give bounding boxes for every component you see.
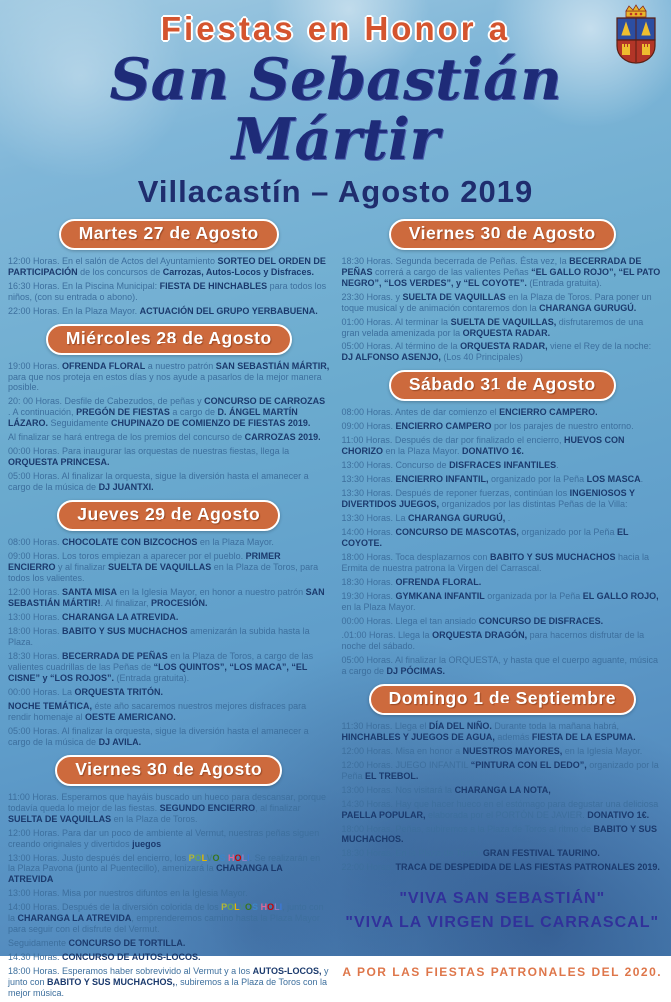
holi-letter: V [206, 852, 213, 863]
event-item [342, 488, 664, 510]
text-segment: en la Iglesia Mayor, en honor a nuestro patrón [117, 587, 306, 598]
text-segment: ACTUACIÓN DEL GRUPO YERBABUENA. [139, 305, 318, 316]
text-segment: SUELTA DE VAQUILLAS, [450, 316, 557, 327]
day-section [342, 370, 664, 676]
poster-header [0, 0, 671, 210]
text-segment: 12:00 Horas. Para dar un poco de ambiente al Vermut, nuestras peñas siguen creando originales y divertidos [8, 827, 320, 849]
holi-letter: P [221, 902, 228, 913]
text-segment: HINCHABLES Y JUEGOS DE AGUA, [341, 731, 495, 742]
holi-letter: L [274, 902, 280, 913]
holi-letter: I [247, 852, 250, 863]
text-segment: y al finalizar [55, 562, 109, 573]
holi-letter: P [188, 852, 195, 863]
text-segment: EL COYOTE. [341, 527, 629, 549]
text-segment: ORQUESTA PRINCESA. [8, 457, 110, 468]
event-item [342, 721, 664, 743]
text-segment: 12:00 Horas. JUEGO INFANTIL [341, 759, 471, 770]
event-item [342, 341, 664, 363]
text-segment: DÍA DEL NIÑO. [428, 720, 492, 731]
day-header-wrap [342, 370, 664, 401]
day-header-wrap [342, 219, 664, 250]
text-segment: BECERRADA DE PEÑAS [62, 650, 168, 661]
event-item [342, 760, 664, 782]
event-item [342, 421, 664, 432]
text-segment: CHARANGA GURUGÚ. [539, 302, 637, 313]
day-header: Miércoles 28 de Agosto [46, 324, 292, 355]
text-segment: 19:00 Horas. [8, 360, 63, 371]
right-column [342, 212, 664, 1002]
text-segment: ORQUESTA DRAGÓN, [432, 629, 528, 640]
text-segment: 19:30 Horas. [341, 590, 396, 601]
text-segment: amenizarán la subida hasta la Plaza. [8, 625, 310, 647]
text-segment: 14.30 Horas. [8, 952, 63, 963]
text-segment: 14:00 Horas. [341, 527, 396, 538]
day-section [8, 755, 330, 999]
text-segment: ENCIERRO CAMPERO. [499, 407, 598, 418]
text-segment: Carrozas, Autos-Locos y Disfraces. [162, 266, 314, 277]
text-segment: PROCESIÓN. [151, 598, 208, 609]
text-segment: (Entrada gratuita). [526, 277, 602, 288]
text-segment: 05:00 Horas. Al término de la [341, 341, 461, 352]
text-segment: 12:00 Horas. [8, 587, 63, 598]
event-item [8, 828, 330, 850]
event-item [8, 281, 330, 303]
text-segment: elaborada por el PORTÓN DE JAVIER. [425, 809, 588, 820]
text-segment: 13:30 Horas. Después de reponer fuerzas, continúan los [341, 488, 570, 499]
day-section [8, 324, 330, 494]
text-segment: 13:00 Horas. Justo después del encierro, los [8, 852, 189, 863]
text-segment: CHARANGA LA ATREVIDA. [62, 612, 179, 622]
event-item [8, 432, 330, 443]
event-item [342, 527, 664, 549]
event-item [8, 938, 330, 949]
holi-letter: V [239, 902, 246, 913]
event-item [342, 577, 664, 588]
text-segment: 05:00 Horas. Al finalizar la orquesta, sigue la diversión hasta el amanecer a cargo de la música de [8, 725, 309, 747]
text-segment: “EL GALLO ROJO”, “EL PATO NEGRO”, “LOS VERDES”, y “EL COYOTE”. [341, 266, 661, 288]
text-segment: 08:00 Horas. Antes de dar comienzo el [341, 407, 500, 418]
text-segment: 18:00 Horas. Peñas, subiremos a la Plaza de Toros al ritmo de [341, 823, 594, 834]
text-segment: DISFRACES INFANTILES [449, 460, 557, 471]
text-segment: en la Plaza Mayor. [383, 446, 463, 457]
text-segment: 00:00 Horas. Llega el tan ansiado [341, 615, 479, 626]
text-segment: 18:30 Horas. [8, 650, 63, 661]
text-segment: 08:00 Horas. [8, 537, 63, 548]
day-header-wrap [8, 324, 330, 355]
text-segment: en la Plaza de Toros, para todos los valientes. [8, 562, 319, 584]
event-item [8, 966, 330, 999]
event-item [8, 687, 330, 698]
text-segment: 13:30 Horas. [341, 474, 396, 485]
holi-letter: O [267, 902, 275, 913]
text-segment: DONATIVO 1€. [587, 809, 650, 820]
text-segment: ORQUESTA TRITÓN. [74, 686, 164, 697]
text-segment: y junto con [8, 966, 329, 988]
holi-letter: I [279, 902, 283, 913]
text-segment: “PINTURA CON EL DEDO”, [470, 759, 587, 770]
viva-line-2: "VIVA LA VIRGEN DEL CARRASCAL" [345, 914, 660, 932]
event-item [8, 361, 330, 394]
text-segment: . [640, 474, 644, 485]
text-segment: (Entrada gratuita). [114, 672, 190, 683]
day-header: Jueves 29 de Agosto [57, 500, 280, 531]
text-segment: EL GALLO ROJO, [582, 590, 659, 601]
text-segment: CONCURSO DE DISFRACES. [478, 615, 604, 626]
event-item [8, 551, 330, 584]
text-segment: PRIMER ENCIERRO [8, 551, 281, 573]
text-segment: 18:00 Horas. Esperamos haber sobrevivido al Vermut y a los [8, 966, 253, 977]
text-segment: 13:30 Horas. La [341, 513, 409, 524]
text-segment: en la Plaza de Toros. [111, 813, 198, 824]
event-item [342, 435, 664, 457]
text-segment: CONCURSO DE MASCOTAS, [395, 527, 519, 538]
text-segment: ENCIERRO INFANTIL, [395, 474, 489, 485]
text-segment: SORTEO DEL ORDEN DE PARTICIPACIÓN [8, 255, 326, 277]
event-item [8, 701, 330, 723]
text-segment: 14:30 Horas. Hay que hacer hueco en el estómago para degustar una deliciosa [341, 798, 659, 809]
holi-letter: O [234, 852, 242, 863]
right-column-sections [342, 219, 664, 874]
text-segment: ENCIERRO CAMPERO [395, 421, 492, 432]
holi-letter: S [252, 902, 259, 913]
event-item [8, 952, 330, 963]
event-item [8, 396, 330, 429]
coat-of-arms-graphic [613, 4, 659, 70]
text-segment: 12:00 Horas. En el salón de Actos del Ayuntamiento [8, 255, 218, 266]
text-segment: de los concursos de [77, 266, 163, 277]
text-segment: PREGÓN DE FIESTAS [76, 407, 170, 418]
holi-letter: H [260, 902, 268, 913]
day-header-wrap [8, 219, 330, 250]
day-header: Domingo 1 de Septiembre [369, 684, 636, 715]
text-segment: EL TREBOL. [365, 770, 419, 781]
text-segment: , junto con la [8, 902, 324, 924]
text-segment: 22:00 Horas. [341, 862, 396, 873]
text-segment: 13:00 Horas. Concurso de [341, 460, 450, 471]
text-segment: CONCURSO DE CARROZAS [204, 396, 326, 407]
text-segment: DJ JUANTXI. [98, 482, 154, 493]
text-segment: 11:00 Horas. Esperamos que hayáis buscado un hueco para descansar, porque todavía queda lo mejor de las fiestas. [8, 791, 327, 813]
text-segment: CONCURSO DE AUTOS-LOCOS. [62, 952, 201, 963]
text-segment: DONATIVO 1€. [462, 446, 524, 457]
holi-letter: L [234, 902, 239, 913]
day-header-wrap [8, 755, 330, 786]
event-item [8, 853, 330, 886]
text-segment: organizada por la Peña [484, 590, 583, 601]
text-segment: SAN SEBASTIÁN MÁRTIR! [8, 587, 325, 609]
text-segment: .01:00 Horas. Llega la [341, 629, 433, 640]
day-header-wrap [342, 684, 664, 715]
text-segment: 05:00 Horas. Al finalizar la orquesta, sigue la diversión hasta el amanecer a cargo de la música de [8, 471, 309, 493]
text-segment: en la Plaza de Toros, a cargo de las valientes cuadrillas de las Peñas de [8, 650, 314, 672]
holi-letter: L [241, 852, 248, 863]
event-item [342, 785, 664, 796]
footer-slogan: A POR LAS FIESTAS PATRONALES DEL 2020. [342, 965, 663, 980]
event-item [342, 407, 664, 418]
text-segment: SAN SEBASTIÁN MÁRTIR, [215, 360, 330, 371]
text-segment: 13:00 Horas. Misa por nuestros difuntos en la Iglesia Mayor. [8, 888, 248, 899]
text-segment: LOS MASCA [586, 474, 641, 485]
text-segment: GYMKANA INFANTIL [395, 590, 485, 601]
text-segment: . [505, 513, 511, 524]
text-segment: 11:30 Horas. Llega el [341, 720, 429, 731]
text-segment: correrá a cargo de las valientes Peñas [372, 266, 532, 277]
text-segment: . Al finalizar, [100, 598, 152, 609]
text-segment: en la Plaza de Toros. Para poner un toque musical y de animación contaremos don la [341, 291, 652, 313]
text-segment: Seguidamente [48, 418, 112, 429]
text-segment: BABITO Y SUS MUCHACHOS, [47, 977, 176, 988]
text-segment: 14:00 Horas. Después de la diversión colorida de los [8, 902, 222, 913]
text-segment: 09:00 Horas. Los toros empiezan a aparecer por el pueblo. [8, 551, 246, 562]
text-segment: 18:00 Horas. [8, 625, 63, 636]
text-segment: GRAN FESTIVAL TAURINO. [482, 848, 600, 859]
text-segment: , subiremos a la Plaza de Toros con la mejor música. [8, 977, 327, 999]
text-segment: OESTE AMERICANO. [85, 711, 176, 722]
event-item [342, 591, 664, 613]
text-segment: NOCHE TEMÁTICA, [8, 700, 92, 711]
text-segment: ORQUESTA RADAR. [462, 327, 551, 338]
text-segment: a cargo de [169, 407, 218, 418]
event-item [342, 474, 664, 485]
text-segment: BABITO Y SUS MUCHACHOS [489, 552, 616, 563]
text-segment: para todos los niños, (con su entrada o abono). [8, 280, 327, 302]
text-segment: 00:00 Horas. La [8, 686, 75, 697]
text-segment: TRACA DE DESPEDIDA DE LAS FIESTAS PATRONALES 2019. [395, 862, 660, 873]
text-segment: CHARANGA LA NOTA, [454, 784, 551, 795]
holi-letter: O [212, 852, 220, 863]
holi-letter: O [245, 902, 253, 913]
event-item [8, 792, 330, 825]
text-segment: FIESTA DE HINCHABLES [159, 280, 268, 291]
text-segment: NUESTROS MAYORES, [462, 745, 563, 756]
text-segment: en la Iglesia Mayor. [562, 745, 643, 756]
text-segment: para hacernos disfrutar de la noche del sábado. [341, 629, 645, 651]
text-segment: (Los 40 Principales) [440, 352, 523, 363]
event-item [342, 862, 664, 873]
event-item [342, 799, 664, 821]
text-segment: organizado por la Peña [341, 759, 659, 781]
day-section [342, 219, 664, 364]
text-segment: SUELTA DE VAQUILLAS [108, 562, 212, 573]
viva-line-1: "VIVA SAN SEBASTIÁN" [399, 890, 606, 908]
text-segment: 00:00 Horas. Para inaugurar las orquestas de nuestras fiestas, llega la [8, 446, 290, 457]
text-segment: FIESTA DE LA ESPUMA. [531, 731, 636, 742]
text-segment: AUTOS-LOCOS, [252, 966, 322, 977]
text-segment: 05:00 Horas. Al finalizar la ORQUESTA, y hasta que el cuerpo aguante, música a cargo de [341, 654, 658, 676]
event-item [342, 746, 664, 757]
day-header-wrap [8, 500, 330, 531]
event-item [342, 292, 664, 314]
text-segment: “LOS QUINTOS”, “LOS MACA”, “EL CISNE” y “LOS ROJOS”. [8, 661, 308, 683]
title-line-1: Fiestas en Honor a [160, 10, 511, 47]
text-segment: 22:00 Horas. En la Plaza Mayor. [8, 305, 140, 316]
viva-block [342, 887, 664, 935]
event-item [342, 630, 664, 652]
text-segment: 09:00 Horas. [341, 421, 396, 432]
text-segment: SUELTA DE VAQUILLAS [8, 813, 112, 824]
text-segment: Seguidamente [8, 938, 69, 949]
event-item [8, 587, 330, 609]
text-segment: organizados por las distintas Peñas de la Villa: [439, 499, 628, 510]
title-line-2: San Sebastián Mártir [109, 46, 562, 173]
text-segment: SANTA MISA [62, 587, 118, 598]
text-segment: viene el Rey de la noche: [547, 341, 652, 352]
day-header: Viernes 30 de Agosto [55, 755, 282, 786]
text-segment: juegos [132, 838, 162, 849]
text-segment: 13:00 Horas. [8, 612, 63, 622]
event-item [342, 616, 664, 627]
event-item [342, 256, 664, 289]
text-segment: , al finalizar [255, 802, 301, 813]
text-segment: , emprenderemos camino hasta la Plaza Mayor para seguir con el disfrute del Vermut. [8, 913, 320, 935]
text-segment: . [556, 460, 559, 471]
text-segment: en la Plaza Mayor. [341, 601, 416, 612]
event-item [342, 655, 664, 677]
text-segment: 18:00 Horas. Toca desplazarnos con [341, 552, 490, 563]
event-item [8, 306, 330, 317]
text-segment: CHUPINAZO DE COMIENZO DE FIESTAS 2019. [111, 418, 311, 429]
text-segment: 16:30 Horas. En la Piscina Municipal: [8, 280, 160, 291]
text-segment: BECERRADA DE PEÑAS [341, 255, 642, 277]
holi-letter: H [228, 852, 235, 863]
text-segment: CONCURSO DE TORTILLA. [68, 938, 186, 949]
text-segment: 13:00 Horas. Nos visitará la [341, 784, 455, 795]
text-segment: D. ÁNGEL MARTÍN LÁZARO. [8, 407, 298, 429]
event-item [342, 317, 664, 339]
event-item [342, 552, 664, 574]
holi-letter: O [227, 902, 235, 913]
holi-letter: L [201, 852, 207, 863]
text-segment: éste año sacaremos nuestros mejores disfraces para rendir homenaje al [8, 700, 307, 722]
event-item [342, 824, 664, 846]
text-segment: hacia la Ermita de nuestra patrona la Virgen del Carrascal. [341, 552, 649, 574]
text-segment: 01:00 Horas. Al terminar la [341, 316, 451, 327]
text-segment: por los parajes de nuestro entorno. [491, 421, 634, 432]
text-segment: OFRENDA FLORAL. [395, 577, 482, 587]
text-segment: a nuestro patrón [145, 360, 216, 371]
day-header: Viernes 30 de Agosto [389, 219, 616, 250]
text-segment: BABITO Y SUS MUCHACHOS. [341, 823, 657, 845]
left-column [8, 212, 330, 1002]
day-section [342, 684, 664, 874]
text-segment: BABITO Y SUS MUCHACHOS [62, 625, 188, 636]
text-segment: HUEVOS CON CHORIZO [341, 435, 625, 457]
text-segment: INGENIOSOS Y DIVERTIDOS JUEGOS, [341, 488, 635, 510]
text-segment: para que nos proteja en estos días y nos ayude a pasarlos de la mejor manera posible. [8, 371, 322, 393]
text-segment: 18:30 Horas. En la Plaza de Toros. [341, 848, 483, 859]
text-segment: . Se realizarán en la Plaza Pavona (junto al Puentecillo), amenizará la [8, 852, 321, 874]
text-segment: CHARANGA GURUGÚ, [408, 513, 506, 524]
text-segment: DJ AVILA. [98, 736, 142, 747]
villacastin-coat-of-arms [613, 4, 659, 75]
text-segment: . A continuación, [8, 407, 77, 418]
text-segment: CHARANGA LA ATREVIDA [17, 913, 132, 924]
schedule-columns [0, 210, 671, 1002]
day-header: Sábado 31 de Agosto [389, 370, 616, 401]
event-item [8, 902, 330, 935]
text-segment: CHARANGA LA ATREVIDA [8, 863, 283, 885]
event-item [342, 848, 664, 859]
text-segment: DJ ALFONSO ASENJO, [341, 352, 441, 363]
text-segment: 12:00 Horas. Misa en honor a [341, 745, 463, 756]
event-item [342, 460, 664, 471]
text-segment: CHOCOLATE CON BIZCOCHOS [62, 537, 198, 548]
text-segment: además [494, 731, 532, 742]
text-segment: 11:00 Horas. Después de dar por finalizado el encierro, [341, 435, 564, 446]
text-segment: 18:30 Horas. [341, 577, 396, 587]
day-section [8, 500, 330, 747]
text-segment: 18:30 Horas. Segunda becerrada de Peñas. Ésta vez, la [341, 255, 570, 266]
text-segment: CARROZAS 2019. [244, 432, 321, 443]
text-segment: PAELLA POPULAR, [341, 809, 426, 820]
text-segment: 23:30 Horas. y [341, 291, 403, 302]
text-segment: SUELTA DE VAQUILLAS [402, 291, 506, 302]
event-item [342, 513, 664, 524]
text-segment: organizado por la Peña [488, 474, 587, 485]
text-segment: Durante toda la mañana habrá, [491, 720, 619, 731]
text-segment: disfrutaremos de una gran velada amenizada por la [341, 316, 644, 338]
text-segment: en la Plaza Mayor. [197, 537, 274, 548]
event-item [8, 471, 330, 493]
text-segment: SEGUNDO ENCIERRO [159, 802, 256, 813]
day-header: Martes 27 de Agosto [59, 219, 279, 250]
text-segment: ORQUESTA RADAR, [460, 341, 548, 352]
holi-letter: O [194, 852, 202, 863]
event-item [8, 537, 330, 548]
event-item [8, 256, 330, 278]
day-section [8, 219, 330, 317]
text-segment: organizado por la Peña [518, 527, 617, 538]
holi-letter: S [219, 852, 226, 863]
event-item [8, 612, 330, 623]
event-item [8, 626, 330, 648]
title-line-3: Villacastín – Agosto 2019 [137, 173, 534, 209]
text-segment: DJ PÓCIMAS. [386, 665, 446, 676]
event-item [8, 446, 330, 468]
text-segment: 20: 00 Horas. Desfile de Cabezudos, de peñas y [8, 396, 205, 407]
event-item [8, 651, 330, 684]
event-item [8, 726, 330, 748]
event-item [8, 888, 330, 899]
text-segment: Al finalizar se hará entrega de los premios del concurso de [8, 432, 245, 443]
text-segment: OFRENDA FLORAL [62, 360, 146, 371]
